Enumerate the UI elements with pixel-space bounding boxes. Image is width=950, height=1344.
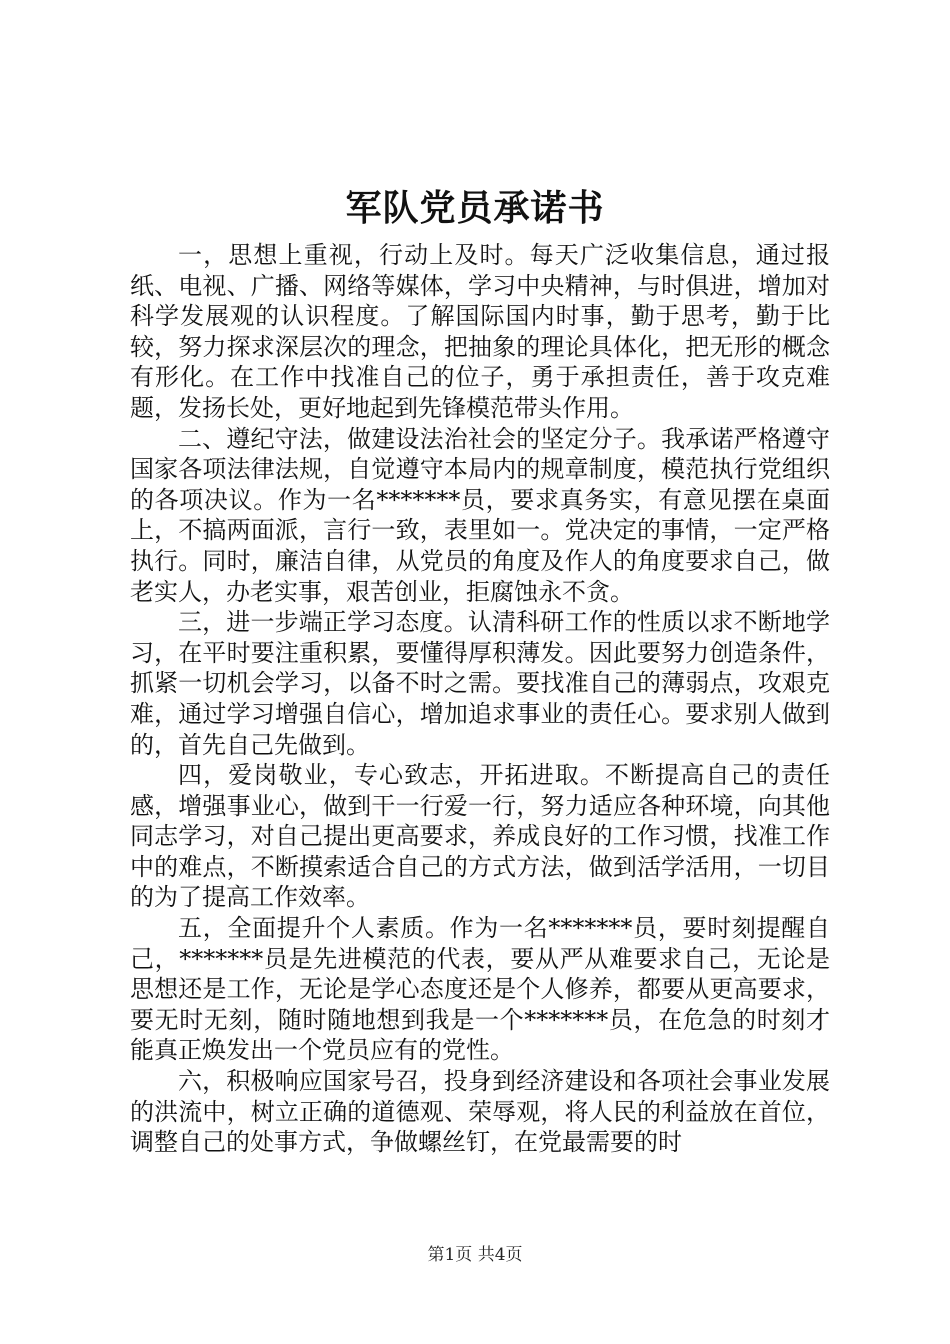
paragraph-5: 五，全面提升个人素质。作为一名*******员，要时刻提醒自己，*******员是先进模范的代表，要从严从难要求自己，无论是思想还是工作，无论是学心态度还是个人修养，都要从更高要求，要无时无刻，随时随地想到我是一个*******员，在危急的时刻才能真正焕发出一个党员应有的党性。 (130, 914, 830, 1065)
document-body (130, 240, 830, 1158)
paragraph-1: 一，思想上重视，行动上及时。每天广泛收集信息，通过报纸、电视、广播、网络等媒体，学习中央精神，与时俱进，增加对科学发展观的认识程度。了解国际国内时事，勤于思考，勤于比较，努力探求深层次的理念，把抽象的理论具体化，把无形的概念有形化。在工作中找准自己的位子，勇于承担责任，善于攻克难题，发扬长处，更好地起到先锋模范带头作用。 (130, 241, 830, 422)
paragraph-2: 二、遵纪守法，做建设法治社会的坚定分子。我承诺严格遵守国家各项法律法规，自觉遵守本局内的规章制度，模范执行党组织的各项决议。作为一名*******员，要求真务实，有意见摆在桌面上，不搞两面派，言行一致，表里如一。党决定的事情，一定严格执行。同时，廉洁自律，从党员的角度及作人的角度要求自己，做老实人，办老实事，艰苦创业，拒腐蚀永不贪。 (130, 424, 830, 606)
paragraph-3: 三，进一步端正学习态度。认清科研工作的性质以求不断地学习，在平时要注重积累，要懂得厚积薄发。因此要努力创造条件，抓紧一切机会学习，以备不时之需。要找准自己的薄弱点，攻艰克难，通过学习增强自信心，增加追求事业的责任心。要求别人做到的，首先自己先做到。 (130, 608, 830, 759)
page-footer: 第1页 共4页 (427, 1245, 523, 1265)
paragraph-6: 六，积极响应国家号召，投身到经济建设和各项社会事业发展的洪流中，树立正确的道德观、荣辱观，将人民的利益放在首位，调整自己的处事方式，争做螺丝钉，在党最需要的时 (130, 1067, 830, 1157)
document-title: 军队党员承诺书 (345, 187, 605, 229)
paragraph-4: 四，爱岗敬业，专心致志，开拓进取。不断提高自己的责任感，增强事业心，做到干一行爱一行，努力适应各种环境，向其他同志学习，对自己提出更高要求，养成良好的工作习惯，找准工作中的难点，不断摸索适合自己的方式方法，做到活学活用，一切目的为了提高工作效率。 (130, 761, 830, 912)
